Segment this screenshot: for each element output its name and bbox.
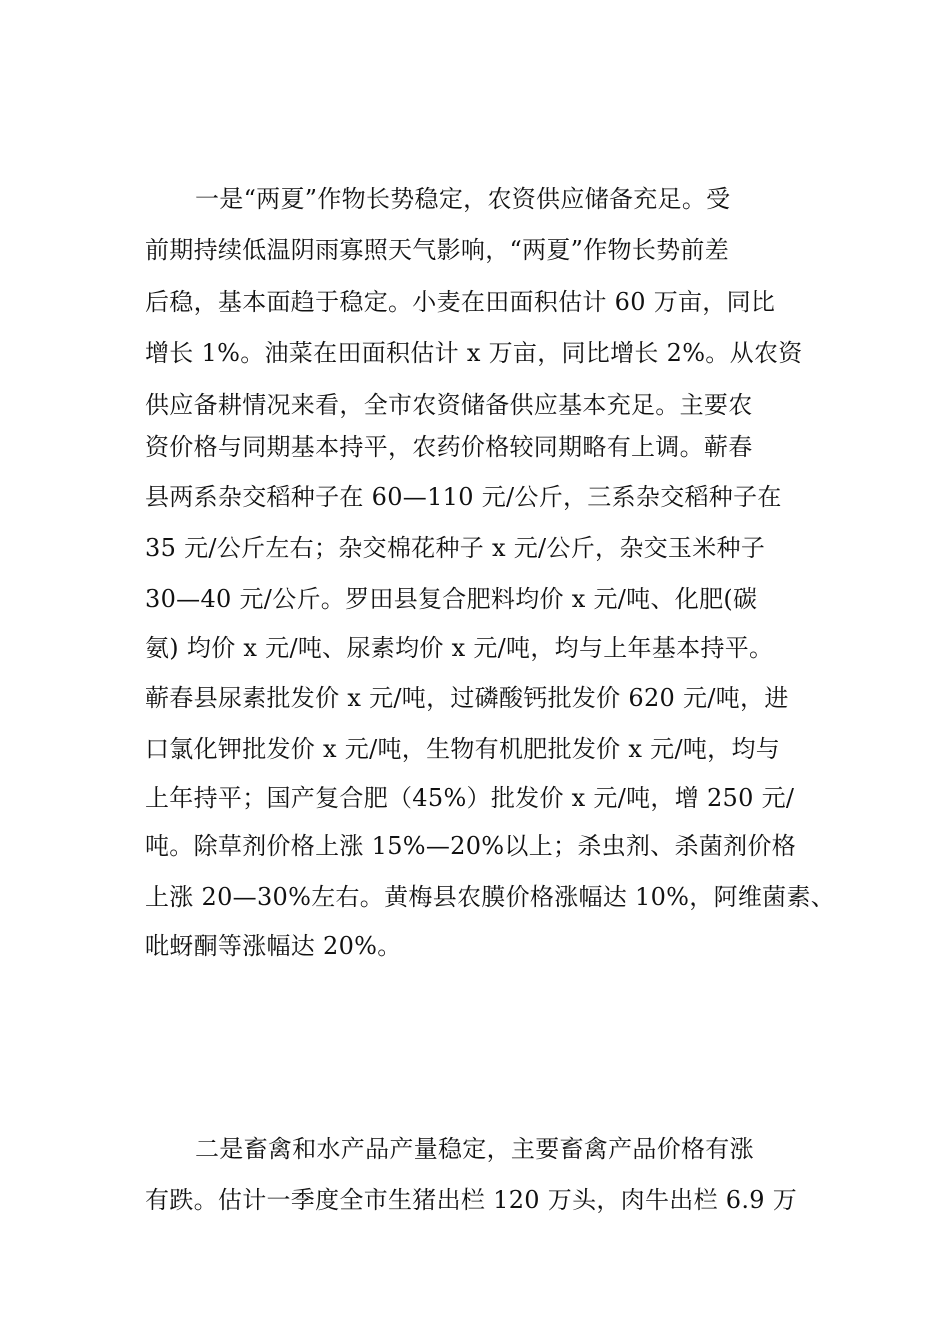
paragraph-line: 吨。除草剂价格上涨 15%—20%以上；杀虫剂、杀菌剂价格 [145, 832, 797, 860]
paragraph-line: 35 元/公斤左右；杂交棉花种子 x 元/公斤，杂交玉米种子 [145, 534, 766, 562]
paragraph-line: 上年持平；国产复合肥（45%）批发价 x 元/吨，增 250 元/ [145, 784, 795, 812]
paragraph-line: 口氯化钾批发价 x 元/吨，生物有机肥批发价 x 元/吨，均与 [145, 735, 781, 763]
paragraph-line: 有跌。估计一季度全市生猪出栏 120 万头，肉牛出栏 6.9 万 [145, 1186, 798, 1214]
paragraph-line: 30—40 元/公斤。罗田县复合肥料均价 x 元/吨、化肥(碳 [145, 585, 758, 613]
paragraph-line: 二是畜禽和水产品产量稳定，主要畜禽产品价格有涨 [195, 1135, 754, 1163]
paragraph-line: 蕲春县尿素批发价 x 元/吨，过磷酸钙批发价 620 元/吨，进 [145, 684, 789, 712]
paragraph-line: 资价格与同期基本持平，农药价格较同期略有上调。蕲春 [145, 433, 753, 461]
paragraph-line: 吡蚜酮等涨幅达 20%。 [145, 932, 402, 960]
paragraph-line: 供应备耕情况来看，全市农资储备供应基本充足。主要农 [145, 391, 753, 419]
paragraph-line: 前期持续低温阴雨寡照天气影响，“两夏”作物长势前差 [145, 236, 730, 264]
paragraph-line: 县两系杂交稻种子在 60—110 元/公斤，三系杂交稻种子在 [145, 483, 782, 511]
paragraph-line: 氨) 均价 x 元/吨、尿素均价 x 元/吨，均与上年基本持平。 [145, 634, 774, 662]
paragraph-line: 上涨 20—30%左右。黄梅县农膜价格涨幅达 10%，阿维菌素、 [145, 883, 836, 911]
paragraph-line: 后稳，基本面趋于稳定。小麦在田面积估计 60 万亩，同比 [145, 288, 776, 316]
paragraph-line: 一是“两夏”作物长势稳定，农资供应储备充足。受 [195, 185, 731, 213]
paragraph-line: 增长 1%。油菜在田面积估计 x 万亩，同比增长 2%。从农资 [145, 339, 803, 367]
